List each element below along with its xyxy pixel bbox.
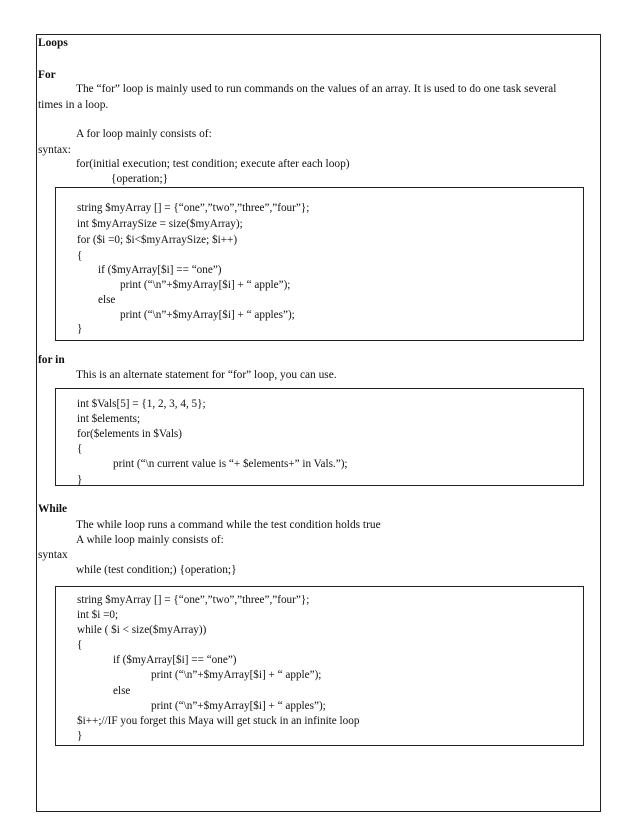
code-line: if ($myArray[$i] == “one”) [98, 264, 222, 276]
code-line: { [77, 639, 83, 651]
code-line: } [77, 474, 83, 486]
while-syntax-label: syntax [38, 549, 68, 561]
for-syntax-line-1: for(initial execution; test condition; execute after each loop) [76, 158, 350, 170]
loops-heading: Loops [38, 37, 68, 49]
code-line: for($elements in $Vals) [77, 428, 183, 440]
code-line: int $i =0; [77, 609, 119, 621]
while-syntax-line: while (test condition;) {operation;} [76, 564, 237, 576]
code-line: } [77, 323, 83, 335]
code-line: if ($myArray[$i] == “one”) [113, 654, 237, 666]
code-line: int $Vals[5] = {1, 2, 3, 4, 5}; [77, 398, 206, 410]
code-line: print (“\n”+$myArray[$i] + “ apples”); [151, 700, 326, 712]
code-line: print (“\n”+$myArray[$i] + “ apple”); [120, 279, 291, 291]
code-line: { [77, 250, 83, 262]
code-line: print (“\n”+$myArray[$i] + “ apple”); [151, 669, 322, 681]
code-line: $i++;//IF you forget this Maya will get stuck in an infinite loop [77, 715, 360, 727]
code-line: { [77, 443, 83, 455]
for-paragraph-continued: times in a loop. [38, 99, 109, 111]
code-line: int $elements; [77, 413, 141, 425]
code-line: } [77, 730, 83, 742]
while-intro: A while loop mainly consists of: [76, 534, 224, 546]
while-code-box [55, 586, 584, 746]
code-line: while ( $i < size($myArray)) [77, 624, 207, 636]
for-in-heading: for in [38, 354, 65, 366]
code-line: print (“\n current value is “+ $elements+” in Vals.”); [113, 458, 348, 470]
for-intro: A for loop mainly consists of: [76, 128, 212, 140]
for-syntax-label: syntax: [38, 144, 71, 156]
for-code-box [55, 187, 584, 341]
code-line: else [98, 294, 116, 306]
code-line: for ($i =0; $i<$myArraySize; $i++) [77, 234, 238, 246]
code-line: string $myArray [] = {“one”,”two”,”three”,”four”}; [77, 594, 310, 606]
code-line: print (“\n”+$myArray[$i] + “ apples”); [120, 309, 295, 321]
for-in-paragraph: This is an alternate statement for “for” loop, you can use. [76, 369, 337, 381]
code-line: string $myArray [] = {“one”,”two”,”three”,”four”}; [77, 202, 310, 214]
for-heading: For [38, 69, 56, 81]
for-paragraph: The “for” loop is mainly used to run commands on the values of an array. It is used to do one task several [76, 83, 557, 95]
code-line: int $myArraySize = size($myArray); [77, 218, 243, 230]
while-heading: While [38, 503, 68, 515]
for-in-code-box [55, 388, 584, 486]
while-paragraph: The while loop runs a command while the test condition holds true [76, 519, 381, 531]
code-line: else [113, 685, 131, 697]
for-syntax-line-2: {operation;} [111, 173, 169, 185]
